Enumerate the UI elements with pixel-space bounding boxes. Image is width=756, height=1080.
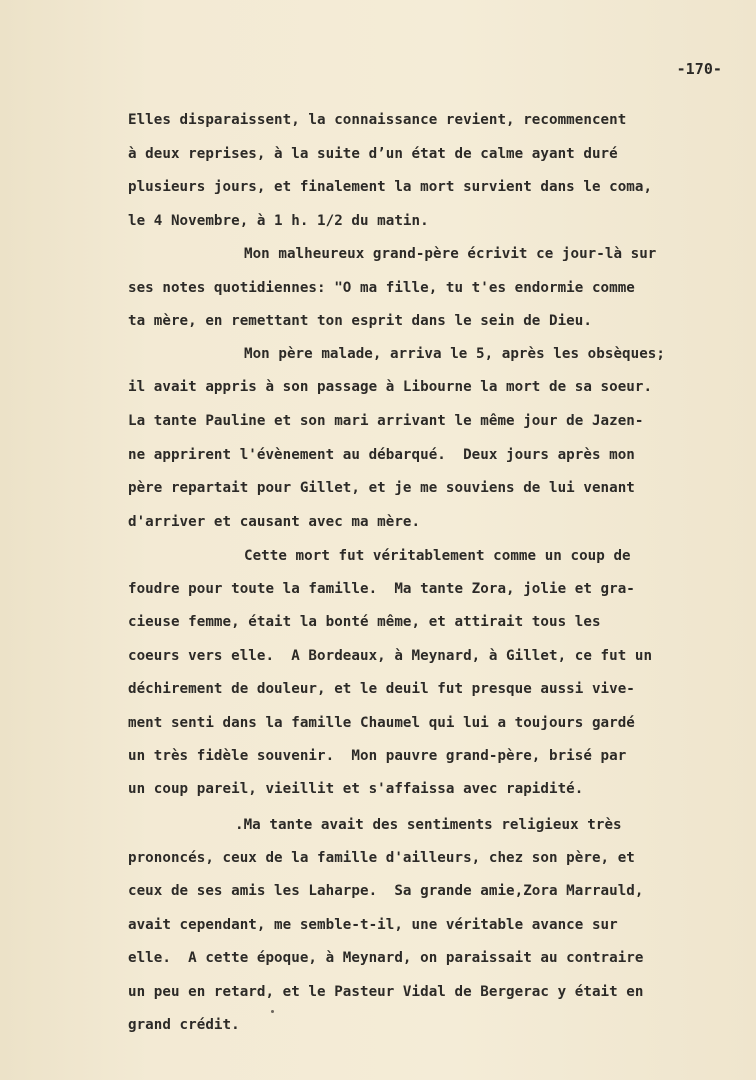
text-line: avait cependant, me semble-t-il, une véritable avance sur bbox=[128, 917, 618, 933]
text-line: Mon père malade, arriva le 5, après les obsèques; bbox=[244, 346, 665, 362]
text-line: ne apprirent l'évènement au débarqué. Deux jours après mon bbox=[128, 447, 635, 463]
text-line: La tante Pauline et son mari arrivant le même jour de Jazen- bbox=[128, 413, 644, 429]
text-line: elle. A cette époque, à Meynard, on paraissait au contraire bbox=[128, 950, 644, 966]
text-line: plusieurs jours, et finalement la mort survient dans le coma, bbox=[128, 179, 653, 195]
text-line: Cette mort fut véritablement comme un coup de bbox=[244, 548, 631, 564]
text-line: un coup pareil, vieillit et s'affaissa avec rapidité. bbox=[128, 781, 584, 797]
text-line: ta mère, en remettant ton esprit dans le sein de Dieu. bbox=[128, 313, 592, 329]
text-line: il avait appris à son passage à Libourne la mort de sa soeur. bbox=[128, 379, 653, 395]
text-line: père repartait pour Gillet, et je me souviens de lui venant bbox=[128, 480, 635, 496]
text-line: Elles disparaissent, la connaissance revient, recommencent bbox=[128, 112, 627, 128]
text-line: ceux de ses amis les Laharpe. Sa grande amie,Zora Marrauld, bbox=[128, 883, 644, 899]
text-line: .Ma tante avait des sentiments religieux très bbox=[235, 817, 622, 833]
text-line: déchirement de douleur, et le deuil fut presque aussi vive- bbox=[128, 681, 635, 697]
text-line: prononcés, ceux de la famille d'ailleurs, chez son père, et bbox=[128, 850, 635, 866]
text-line: à deux reprises, à la suite d’un état de calme ayant duré bbox=[128, 146, 618, 162]
text-line: ses notes quotidiennes: "O ma fille, tu t'es endormie comme bbox=[128, 280, 635, 296]
text-line: foudre pour toute la famille. Ma tante Zora, jolie et gra- bbox=[128, 581, 635, 597]
page-number: -170- bbox=[676, 60, 722, 78]
text-line: d'arriver et causant avec ma mère. bbox=[128, 514, 421, 530]
text-line: un peu en retard, et le Pasteur Vidal de Bergerac y était en bbox=[128, 984, 644, 1000]
text-line: le 4 Novembre, à 1 h. 1/2 du matin. bbox=[128, 213, 429, 229]
text-line: cieuse femme, était la bonté même, et attirait tous les bbox=[128, 614, 601, 630]
text-line: grand crédit. bbox=[128, 1017, 240, 1033]
ink-spot bbox=[271, 1010, 274, 1013]
text-line: ment senti dans la famille Chaumel qui lui a toujours gardé bbox=[128, 715, 635, 731]
text-line: coeurs vers elle. A Bordeaux, à Meynard, à Gillet, ce fut un bbox=[128, 648, 653, 664]
text-line: un très fidèle souvenir. Mon pauvre grand-père, brisé par bbox=[128, 748, 627, 764]
text-line: Mon malheureux grand-père écrivit ce jour-là sur bbox=[244, 246, 657, 262]
